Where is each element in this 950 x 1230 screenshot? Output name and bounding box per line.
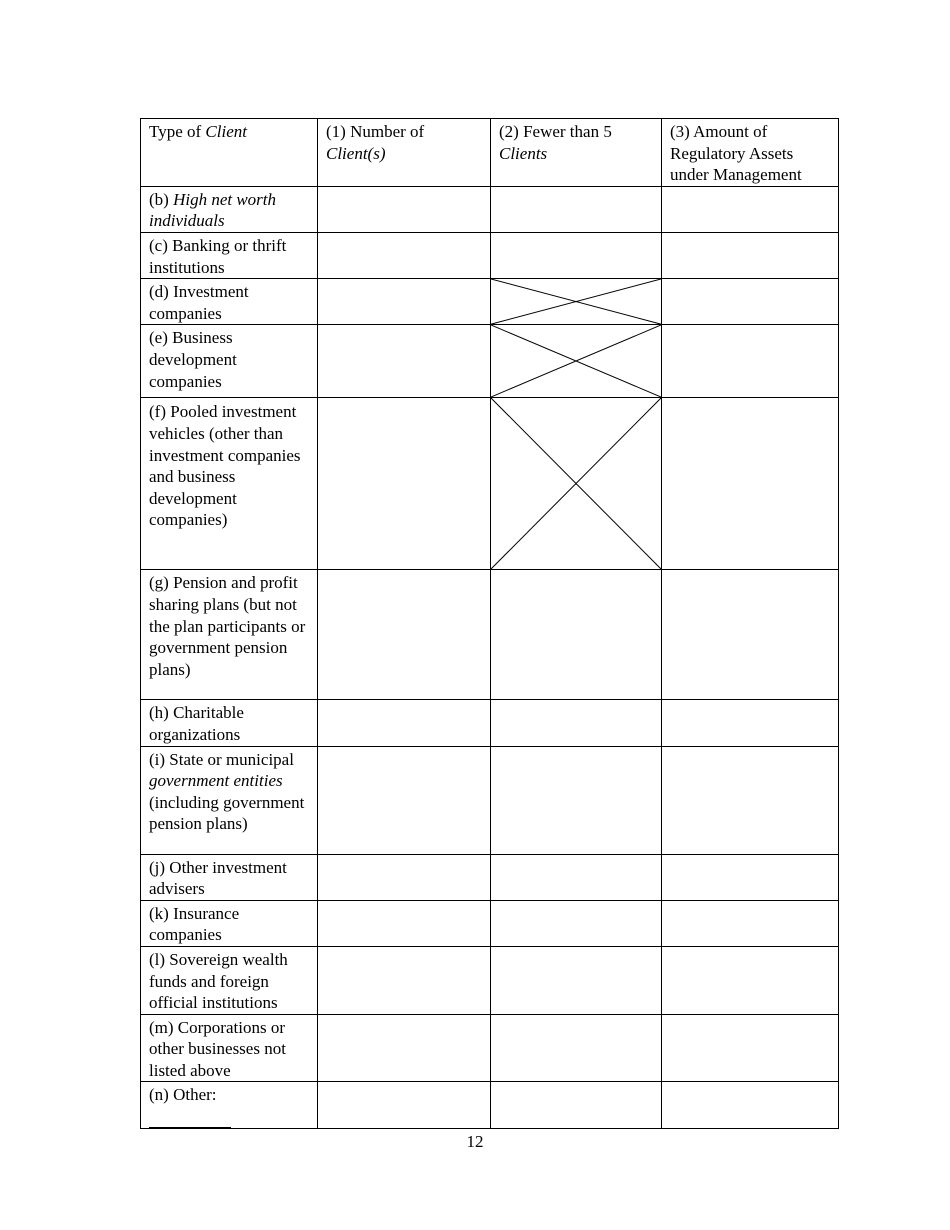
- row-label-i: (i) State or municipal government entities (including government pension plans): [141, 746, 318, 854]
- table-row: [141, 279, 839, 325]
- assets-cell[interactable]: [662, 1082, 839, 1128]
- header-row: [141, 119, 839, 187]
- number-cell[interactable]: [318, 325, 491, 398]
- assets-cell[interactable]: [662, 900, 839, 946]
- row-label-m: (m) Corporations or other businesses not listed above: [141, 1014, 318, 1082]
- fewer-than-5-cell[interactable]: [491, 1082, 662, 1128]
- row-label-l: (l) Sovereign wealth funds and foreign official institutions: [141, 946, 318, 1014]
- table-row: [141, 946, 839, 1014]
- crossed-out-cell: [491, 279, 662, 325]
- table-row: [141, 700, 839, 746]
- assets-cell[interactable]: [662, 279, 839, 325]
- fewer-than-5-cell[interactable]: [491, 700, 662, 746]
- header-fewer-than-5-clients: (2) Fewer than 5 Clients: [491, 119, 662, 187]
- assets-cell[interactable]: [662, 398, 839, 570]
- header-regulatory-assets: (3) Amount of Regulatory Assets under Management: [662, 119, 839, 187]
- header-number-of-clients: (1) Number of Client(s): [318, 119, 491, 187]
- other-blank-line[interactable]: [149, 1111, 231, 1128]
- number-cell[interactable]: [318, 1014, 491, 1082]
- row-label-h: (h) Charitable organizations: [141, 700, 318, 746]
- fewer-than-5-cell[interactable]: [491, 946, 662, 1014]
- fewer-than-5-cell[interactable]: [491, 186, 662, 232]
- number-cell[interactable]: [318, 570, 491, 700]
- row-label-e: (e) Business development companies: [141, 325, 318, 398]
- fewer-than-5-cell[interactable]: [491, 232, 662, 278]
- table-row: [141, 900, 839, 946]
- table-row: [141, 570, 839, 700]
- number-cell[interactable]: [318, 232, 491, 278]
- table-row: [141, 1082, 839, 1128]
- crossed-out-cell: [491, 325, 662, 398]
- assets-cell[interactable]: [662, 746, 839, 854]
- cross-mark-icon: [491, 398, 661, 569]
- assets-cell[interactable]: [662, 1014, 839, 1082]
- page-number: 12: [466, 1132, 484, 1151]
- number-cell[interactable]: [318, 900, 491, 946]
- assets-cell[interactable]: [662, 325, 839, 398]
- table-row: [141, 854, 839, 900]
- row-label-g: (g) Pension and profit sharing plans (but not the plan participants or government pension plans): [141, 570, 318, 700]
- number-cell[interactable]: [318, 946, 491, 1014]
- number-cell[interactable]: [318, 700, 491, 746]
- table-row: [141, 325, 839, 398]
- client-type-table: [140, 118, 839, 1129]
- row-label-n: (n) Other:: [141, 1082, 318, 1128]
- number-cell[interactable]: [318, 854, 491, 900]
- table-row: [141, 186, 839, 232]
- table-row: [141, 232, 839, 278]
- assets-cell[interactable]: [662, 854, 839, 900]
- table-row: [141, 746, 839, 854]
- row-label-c: (c) Banking or thrift institutions: [141, 232, 318, 278]
- assets-cell[interactable]: [662, 186, 839, 232]
- fewer-than-5-cell[interactable]: [491, 1014, 662, 1082]
- fewer-than-5-cell[interactable]: [491, 900, 662, 946]
- table-row: [141, 398, 839, 570]
- number-cell[interactable]: [318, 186, 491, 232]
- cross-mark-icon: [491, 279, 661, 324]
- number-cell[interactable]: [318, 279, 491, 325]
- number-cell[interactable]: [318, 1082, 491, 1128]
- row-label-j: (j) Other investment advisers: [141, 854, 318, 900]
- number-cell[interactable]: [318, 746, 491, 854]
- fewer-than-5-cell[interactable]: [491, 570, 662, 700]
- header-type-of-client: Type of Client: [141, 119, 318, 187]
- row-label-f: (f) Pooled investment vehicles (other than investment companies and business development companies): [141, 398, 318, 570]
- crossed-out-cell: [491, 398, 662, 570]
- table-row: [141, 1014, 839, 1082]
- assets-cell[interactable]: [662, 570, 839, 700]
- assets-cell[interactable]: [662, 946, 839, 1014]
- row-label-d: (d) Investment companies: [141, 279, 318, 325]
- fewer-than-5-cell[interactable]: [491, 746, 662, 854]
- row-label-b: (b) High net worth individuals: [141, 186, 318, 232]
- number-cell[interactable]: [318, 398, 491, 570]
- cross-mark-icon: [491, 325, 661, 397]
- assets-cell[interactable]: [662, 700, 839, 746]
- assets-cell[interactable]: [662, 232, 839, 278]
- fewer-than-5-cell[interactable]: [491, 854, 662, 900]
- row-label-k: (k) Insurance companies: [141, 900, 318, 946]
